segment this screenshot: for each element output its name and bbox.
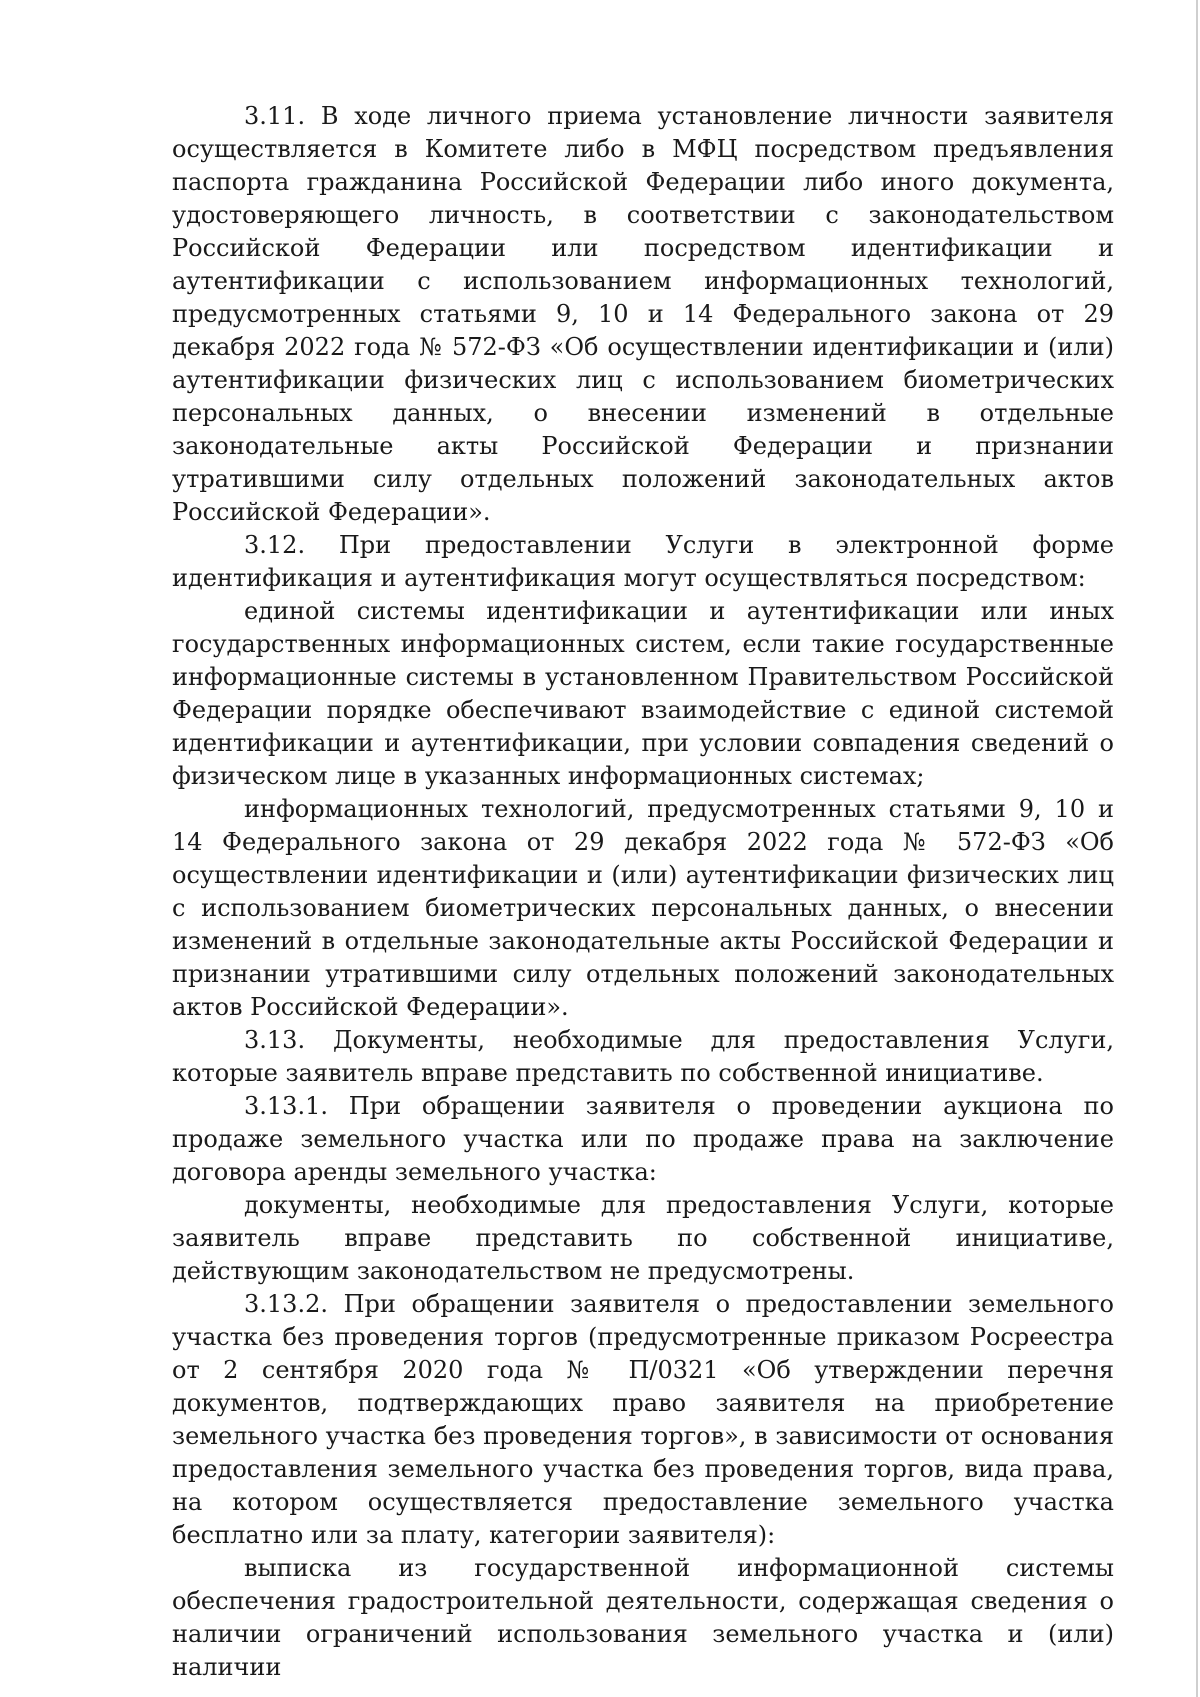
document-body <box>172 100 1114 1684</box>
paragraph-3-13-2: 3.13.2. При обращении заявителя о предоставлении земельного участка без проведения торгов (предусмотренные приказом Росреестра от 2 сентября 2020 года № П/0321 «Об утверждении перечня документов, подтверждающих право заявителя на приобретение земельного участка без проведения торгов», в зависимости от основания предоставления земельного участка без проведения торгов, вида права, на котором осуществляется предоставление земельного участка бесплатно или за плату, категории заявителя): <box>172 1290 1114 1549</box>
paragraph-information-technologies: информационных технологий, предусмотренных статьями 9, 10 и 14 Федерального закона от 29 декабря 2022 года № 572-ФЗ «Об осуществлении идентификации и (или) аутентификации физических лиц с использованием биометрических персональных данных, о внесении изменений в отдельные законодательные акты Российской Федерации и признании утратившими силу отдельных положений законодательных актов Российской Федерации». <box>172 795 1114 1021</box>
paragraph-3-13-1: 3.13.1. При обращении заявителя о проведении аукциона по продаже земельного участка или по продаже права на заключение договора аренды земельного участка: <box>172 1092 1114 1186</box>
page-edge-divider <box>1196 0 1198 1697</box>
paragraph-3-11: 3.11. В ходе личного приема установление личности заявителя осуществляется в Комитете либо в МФЦ посредством предъявления паспорта гражданина Российской Федерации либо иного документа, удостоверяющего личность, в соответствии с законодательством Российской Федерации или посредством идентификации и аутентификации с использованием информационных технологий, предусмотренных статьями 9, 10 и 14 Федерального закона от 29 декабря 2022 года № 572-ФЗ «Об осуществлении идентификации и (или) аутентификации физических лиц с использованием биометрических персональных данных, о внесении изменений в отдельные законодательные акты Российской Федерации и признании утратившими силу отдельных положений законодательных актов Российской Федерации». <box>172 102 1114 526</box>
paragraph-documents-not-provided: документы, необходимые для предоставления Услуги, которые заявитель вправе представить по собственной инициативе, действующим законодательством не предусмотрены. <box>172 1191 1114 1285</box>
paragraph-3-12: 3.12. При предоставлении Услуги в электронной форме идентификация и аутентификация могут осуществляться посредством: <box>172 531 1114 592</box>
paragraph-3-13: 3.13. Документы, необходимые для предоставления Услуги, которые заявитель вправе представить по собственной инициативе. <box>172 1026 1114 1087</box>
paragraph-extract: выписка из государственной информационной системы обеспечения градостроительной деятельности, содержащая сведения о наличии ограничений использования земельного участка и (или) наличии <box>172 1554 1114 1681</box>
paragraph-unified-system: единой системы идентификации и аутентификации или иных государственных информационных систем, если такие государственные информационные системы в установленном Правительством Российской Федерации порядке обеспечивают взаимодействие с единой системой идентификации и аутентификации, при условии совпадения сведений о физическом лице в указанных информационных системах; <box>172 597 1114 790</box>
